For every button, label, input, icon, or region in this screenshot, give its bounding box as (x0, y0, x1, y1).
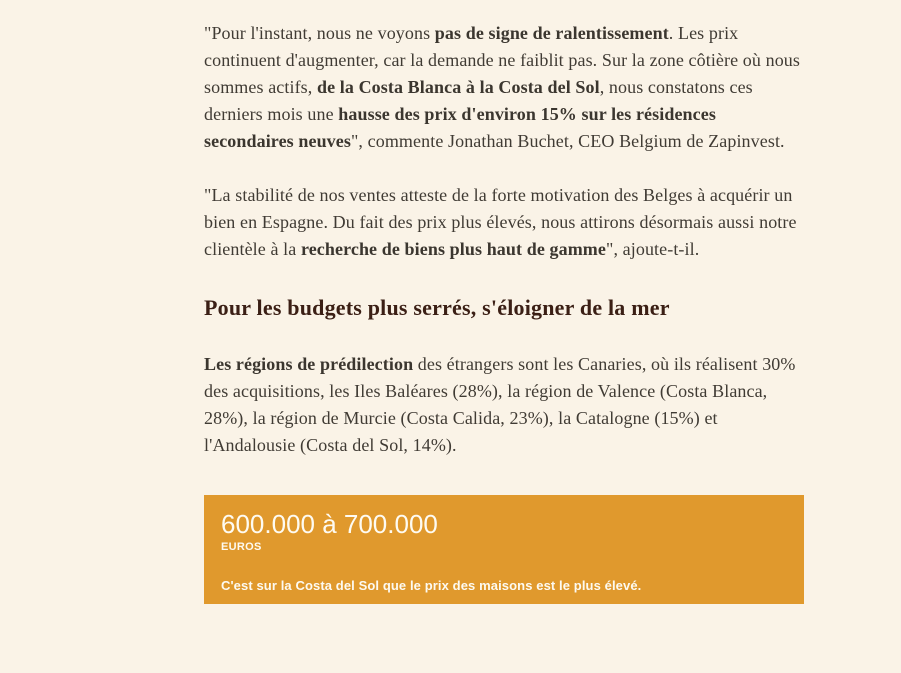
stat-unit-label: EUROS (221, 541, 262, 553)
stat-value: 600.000 à 700.000 (221, 509, 438, 539)
quote-1-text: "Pour l'instant, nous ne voyons (204, 23, 435, 43)
quote-1-text: . Les prix continuent d'augmenter, car la demande ne faiblit pas. Sur la zone côtière où nous sommes actifs, (204, 23, 801, 97)
quote-2-attribution: ", ajoute-t-il. (606, 239, 700, 259)
paragraph-quote-2 (204, 182, 804, 263)
stat-highlight-box (204, 495, 804, 604)
article-column (204, 0, 804, 604)
quote-1-attribution: ", commente Jonathan Buchet, CEO Belgium de Zapinvest. (350, 131, 785, 151)
paragraph-regions (204, 351, 804, 459)
regions-bold-lead: Les régions de prédilection (204, 354, 414, 374)
stat-caption: C'est sur la Costa del Sol que le prix des maisons est le plus élevé. (221, 578, 642, 593)
quote-1-bold-slowdown: pas de signe de ralentissement (434, 23, 669, 43)
quote-2-bold-upmarket: recherche de biens plus haut de gamme (300, 239, 606, 259)
quote-1-text: , nous constatons ces derniers mois une (204, 77, 753, 124)
quote-1-bold-price-rise: hausse des prix d'environ 15% sur les résidences secondaires neuves (204, 104, 716, 151)
quote-1-bold-costa: de la Costa Blanca à la Costa del Sol (316, 77, 600, 97)
regions-text: des étrangers sont les Canaries, où ils réalisent 30% des acquisitions, les Iles Baléares (28%), la région de Valence (Costa Blanca, 28%), la région de Murcie (Costa Calida, 23%), la Catalogne (15%) et l'Andalousie (Costa del Sol, 14%). (204, 354, 796, 455)
section-heading: Pour les budgets plus serrés, s'éloigner de la mer (204, 295, 670, 320)
quote-2-text: "La stabilité de nos ventes atteste de la forte motivation des Belges à acquérir un bien en Espagne. Du fait des prix plus élevés, nous attirons désormais aussi notre clientèle à la (204, 185, 797, 259)
paragraph-quote-1 (204, 20, 804, 155)
